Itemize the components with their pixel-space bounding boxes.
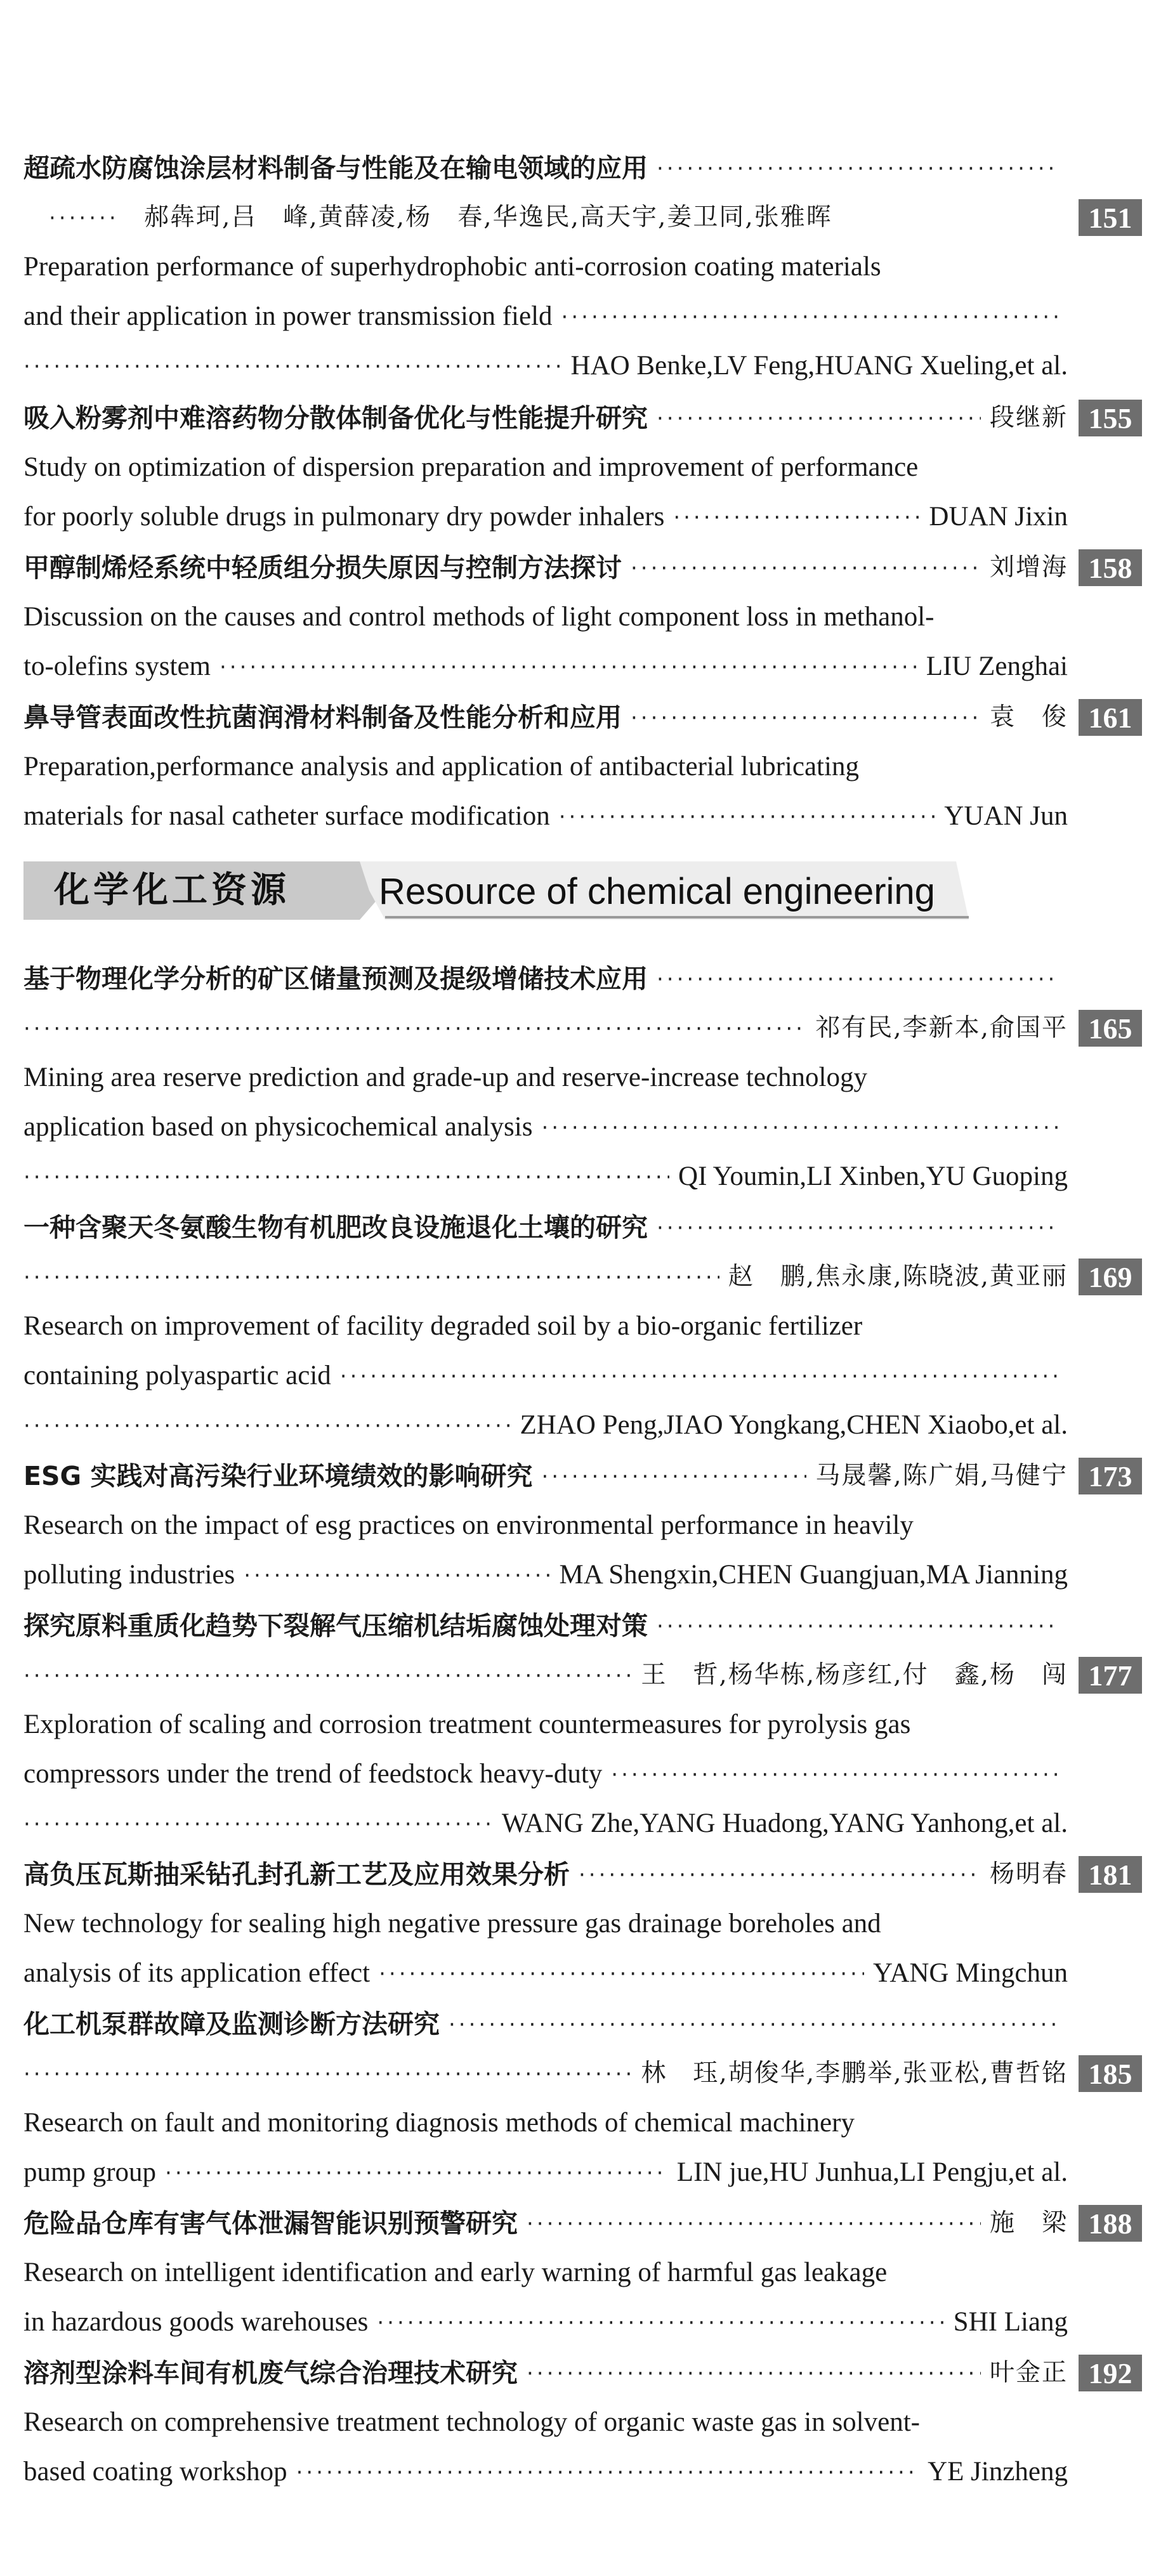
toc-entry-en-title: pump group: [23, 2157, 157, 2187]
toc-entry-en-authors: SHI Liang: [953, 2307, 1068, 2337]
toc-entry-zh-authors: 施 梁: [989, 2209, 1068, 2237]
toc-entry-en-title: and their application in power transmission field: [23, 301, 553, 331]
toc-entry-zh-authors: 郝犇珂,吕 峰,黄薛凌,杨 春,华逸民,高天宇,姜卫同,张雅晖: [144, 203, 832, 232]
toc-entry-en-title: analysis of its application effect: [23, 1958, 371, 1988]
toc-entry-181-en-title-line-2: [23, 1951, 1068, 1996]
toc-entry-en-title: Research on fault and monitoring diagnosis methods of chemical machinery: [23, 2108, 855, 2138]
toc-entry-en-title: materials for nasal catheter surface modification: [23, 801, 550, 831]
dot-leader: [23, 1006, 806, 1050]
toc-entry-151-en-authors-line: [23, 344, 1068, 388]
toc-entry-165-zh-authors-line: [23, 1006, 1068, 1050]
section-header: [23, 861, 969, 920]
toc-entry-en-authors: MA Shengxin,CHEN Guangjuan,MA Jianning: [559, 1560, 1068, 1590]
toc-entry-169-en-title-line-1: [23, 1304, 1068, 1349]
toc-entry-192-en-title-line-1: [23, 2400, 1068, 2445]
page-number-badge[interactable]: 158: [1079, 549, 1142, 586]
toc-entry-151-zh-authors-line: [23, 195, 1068, 240]
section-en-title: Resource of chemical engineering: [379, 871, 935, 912]
dot-leader: [579, 1852, 981, 1897]
dot-leader: [220, 644, 917, 689]
toc-entry-165-en-title-line-2: [23, 1105, 1068, 1149]
dot-leader: [449, 2002, 1059, 2046]
dot-leader: [165, 2150, 668, 2195]
dot-leader: [296, 2450, 919, 2494]
toc-entry-zh-authors: 王 哲,杨华栋,杨彦红,付 鑫,杨 闯: [641, 1661, 1068, 1689]
page-number-badge[interactable]: 169: [1079, 1259, 1142, 1295]
section-zh-title: 化学化工资源: [54, 870, 290, 911]
page-number-badge[interactable]: 165: [1079, 1010, 1142, 1047]
toc-entry-188-en-title-line-1: [23, 2251, 1068, 2295]
toc-entry-zh-authors: 杨明春: [989, 1860, 1068, 1888]
dot-leader: [23, 1403, 511, 1448]
toc-entry-en-title: compressors under the trend of feedstock heavy-duty: [23, 1759, 603, 1789]
toc-entry-zh-title: 吸入粉雾剂中难溶药物分散体制备优化与性能提升研究: [23, 403, 648, 433]
dot-leader: [23, 1653, 632, 1697]
toc-entry-177-en-title-line-2: [23, 1752, 1068, 1796]
toc-entry-zh-authors: 袁 俊: [989, 703, 1068, 731]
toc-entry-en-authors: DUAN Jixin: [929, 502, 1068, 532]
page-number-badge[interactable]: 161: [1079, 699, 1142, 736]
toc-entry-en-title: New technology for sealing high negative pressure gas drainage boreholes and: [23, 1909, 881, 1939]
toc-entry-192-en-title-line-2: [23, 2450, 1068, 2494]
dot-leader: [23, 1154, 669, 1199]
toc-entry-zh-authors: 赵 鹏,焦永康,陈晓波,黄亚丽: [728, 1262, 1068, 1291]
dot-leader: [23, 344, 562, 388]
toc-entry-155-en-title-line-2: [23, 495, 1068, 539]
toc-entry-158-en-title-line-2: [23, 644, 1068, 689]
toc-entry-en-title: Preparation,performance analysis and application of antibacterial lubricating: [23, 752, 859, 781]
toc-entry-en-title: to-olefins system: [23, 651, 211, 681]
toc-entry-en-authors: YUAN Jun: [944, 801, 1068, 831]
toc-entry-151-zh-title-line: [23, 146, 1068, 190]
toc-entry-en-title: Research on comprehensive treatment technology of organic waste gas in solvent-: [23, 2407, 920, 2437]
toc-entry-en-authors: QI Youmin,LI Xinben,YU Guoping: [678, 1161, 1068, 1191]
toc-entry-169-zh-title-line: [23, 1205, 1068, 1250]
toc-entry-en-authors: LIN jue,HU Junhua,LI Pengju,et al.: [676, 2157, 1068, 2187]
toc-entry-151-en-title-line-1: [23, 245, 1068, 289]
dot-leader: [657, 1205, 1059, 1250]
toc-entry-zh-authors: 林 珏,胡俊华,李鹏举,张亚松,曹哲铭: [641, 2059, 1068, 2088]
toc-entry-en-title: Research on intelligent identification and early warning of harmful gas leakage: [23, 2258, 888, 2287]
toc-entry-en-title: in hazardous goods warehouses: [23, 2307, 369, 2337]
toc-entry-en-title: Research on improvement of facility degraded soil by a bio-organic fertilizer: [23, 1311, 863, 1341]
toc-entry-177-en-title-line-1: [23, 1703, 1068, 1747]
page-number-badge[interactable]: 151: [1079, 199, 1142, 236]
toc-entry-zh-title: 危险品仓库有害气体泄漏智能识别预警研究: [23, 2208, 518, 2239]
toc-entry-en-authors: YE Jinzheng: [928, 2457, 1068, 2487]
dot-leader: [657, 1604, 1059, 1648]
toc-entry-169-en-title-line-2: [23, 1354, 1068, 1398]
toc-entry-185-zh-title-line: [23, 2002, 1068, 2046]
page-number-badge[interactable]: 188: [1079, 2205, 1142, 2242]
toc-entry-zh-authors: 马晟馨,陈广娟,马健宁: [815, 1461, 1068, 1490]
toc-entry-en-title: Exploration of scaling and corrosion treatment countermeasures for pyrolysis gas: [23, 1710, 911, 1739]
toc-entry-en-title: Preparation performance of superhydrophobic anti-corrosion coating materials: [23, 252, 881, 282]
toc-entry-181-zh-title-line: [23, 1852, 1068, 1897]
toc-entry-zh-title: 化工机泵群故障及监测诊断方法研究: [23, 2009, 440, 2039]
toc-entry-158-zh-title-line: [23, 546, 1068, 590]
toc-entry-en-authors: LIU Zenghai: [926, 651, 1068, 681]
dot-leader: [541, 1454, 806, 1498]
toc-entry-173-en-title-line-1: [23, 1503, 1068, 1548]
dot-leader: [49, 195, 119, 240]
toc-entry-zh-title: 甲醇制烯烃系统中轻质组分损失原因与控制方法探讨: [23, 552, 622, 583]
dot-leader: [611, 1752, 1059, 1796]
dot-leader: [527, 2351, 981, 2395]
toc-entry-zh-title: 探究原料重质化趋势下裂解气压缩机结垢腐蚀处理对策: [23, 1611, 648, 1641]
toc-entry-177-zh-authors-line: [23, 1653, 1068, 1697]
dot-leader: [631, 546, 981, 590]
dot-leader: [527, 2201, 981, 2246]
toc-entry-zh-authors: 刘增海: [989, 553, 1068, 582]
toc-entry-169-en-authors-line: [23, 1403, 1068, 1448]
toc-entry-165-en-title-line-1: [23, 1056, 1068, 1100]
toc-entry-zh-authors: 祁有民,李新本,俞国平: [815, 1014, 1068, 1042]
toc-entry-151-en-title-line-2: [23, 294, 1068, 339]
toc-entry-188-en-title-line-2: [23, 2300, 1068, 2344]
toc-entry-185-zh-authors-line: [23, 2051, 1068, 2096]
toc-entry-zh-title: 一种含聚天冬氨酸生物有机肥改良设施退化土壤的研究: [23, 1212, 648, 1243]
page-number-badge[interactable]: 185: [1079, 2055, 1142, 2092]
toc-entry-zh-title: ESG 实践对高污染行业环境绩效的影响研究: [23, 1461, 533, 1491]
toc-entry-zh-title: 基于物理化学分析的矿区储量预测及提级增储技术应用: [23, 964, 648, 994]
toc-entry-185-en-title-line-2: [23, 2150, 1068, 2195]
toc-entry-169-zh-authors-line: [23, 1255, 1068, 1299]
toc-entry-177-zh-title-line: [23, 1604, 1068, 1648]
dot-leader: [244, 1553, 550, 1597]
toc-entry-en-authors: ZHAO Peng,JIAO Yongkang,CHEN Xiaobo,et al.: [520, 1410, 1068, 1440]
dot-leader: [377, 2300, 944, 2344]
toc-entry-181-en-title-line-1: [23, 1902, 1068, 1946]
toc-entry-zh-authors: 叶金正: [989, 2358, 1068, 2387]
toc-entry-177-en-authors-line: [23, 1801, 1068, 1846]
dot-leader: [340, 1354, 1059, 1398]
dot-leader: [559, 794, 936, 839]
dot-leader: [379, 1951, 864, 1996]
dot-leader: [657, 957, 1059, 1001]
dot-leader: [561, 294, 1059, 339]
toc-entry-155-zh-title-line: [23, 396, 1068, 440]
dot-leader: [657, 396, 981, 440]
toc-entry-155-en-title-line-1: [23, 445, 1068, 490]
toc-entry-161-en-title-line-1: [23, 745, 1068, 789]
toc-entry-161-en-title-line-2: [23, 794, 1068, 839]
dot-leader: [23, 2051, 632, 2096]
toc-entry-en-title: Research on the impact of esg practices on environmental performance in heavily: [23, 1510, 914, 1540]
toc-entry-zh-authors: 段继新: [989, 403, 1068, 432]
page-number-badge[interactable]: 155: [1079, 400, 1142, 436]
toc-entry-165-en-authors-line: [23, 1154, 1068, 1199]
toc-entry-zh-title: 溶剂型涂料车间有机废气综合治理技术研究: [23, 2358, 518, 2388]
toc-entry-173-en-title-line-2: [23, 1553, 1068, 1597]
toc-entry-188-zh-title-line: [23, 2201, 1068, 2246]
toc-entry-en-title: polluting industries: [23, 1560, 235, 1590]
toc-entry-zh-title: 超疏水防腐蚀涂层材料制备与性能及在输电领域的应用: [23, 153, 648, 183]
toc-entry-en-title: Discussion on the causes and control methods of light component loss in methanol-: [23, 602, 935, 632]
toc-entry-161-zh-title-line: [23, 695, 1068, 740]
dot-leader: [23, 1255, 719, 1299]
page-number-badge[interactable]: 173: [1079, 1458, 1142, 1494]
dot-leader: [541, 1105, 1059, 1149]
toc-entry-158-en-title-line-1: [23, 595, 1068, 639]
dot-leader: [23, 1801, 493, 1846]
toc-entry-zh-title: 高负压瓦斯抽采钻孔封孔新工艺及应用效果分析: [23, 1859, 570, 1890]
toc-entry-en-title: Mining area reserve prediction and grade-up and reserve-increase technology: [23, 1062, 867, 1092]
toc-entry-en-authors: WANG Zhe,YANG Huadong,YANG Yanhong,et al.: [501, 1808, 1068, 1838]
toc-entry-en-authors: YANG Mingchun: [873, 1958, 1068, 1988]
dot-leader: [657, 146, 1059, 190]
toc-entry-en-title: Study on optimization of dispersion preparation and improvement of performance: [23, 452, 919, 482]
toc-entry-en-authors: HAO Benke,LV Feng,HUANG Xueling,et al.: [570, 351, 1068, 381]
toc-entry-en-title: based coating workshop: [23, 2457, 287, 2487]
page-number-badge[interactable]: 177: [1079, 1657, 1142, 1694]
toc-entry-185-en-title-line-1: [23, 2101, 1068, 2145]
toc-entry-zh-title: 鼻导管表面改性抗菌润滑材料制备及性能分析和应用: [23, 702, 622, 733]
toc-entry-173-zh-title-line: [23, 1454, 1068, 1498]
toc-entry-en-title: containing polyaspartic acid: [23, 1361, 331, 1390]
page-number-badge[interactable]: 192: [1079, 2355, 1142, 2391]
dot-leader: [673, 495, 920, 539]
toc-entry-en-title: for poorly soluble drugs in pulmonary dry powder inhalers: [23, 502, 665, 532]
dot-leader: [631, 695, 981, 740]
toc-entry-192-zh-title-line: [23, 2351, 1068, 2395]
page-number-badge[interactable]: 181: [1079, 1856, 1142, 1893]
toc-entry-en-title: application based on physicochemical analysis: [23, 1112, 533, 1142]
toc-entry-165-zh-title-line: [23, 957, 1068, 1001]
